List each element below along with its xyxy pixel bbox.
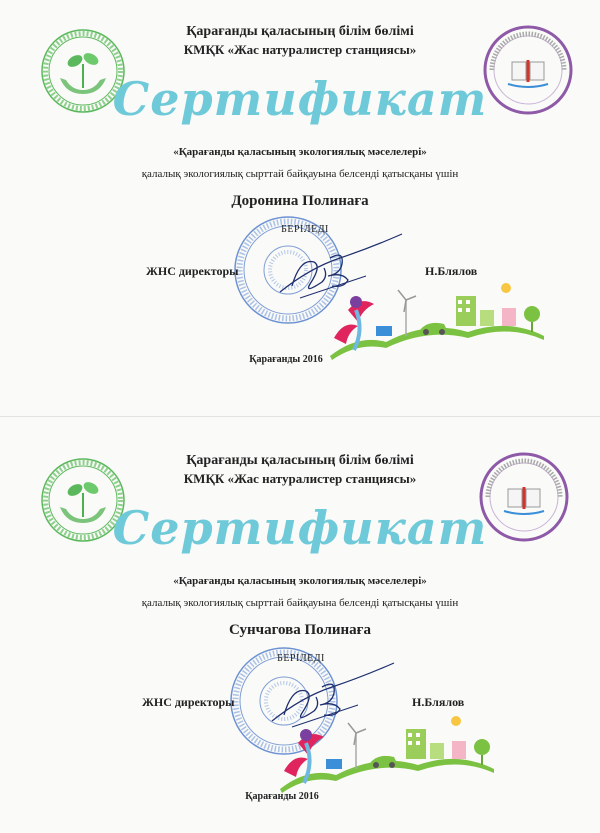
eco-illustration <box>268 713 500 795</box>
header-department: Қарағанды қаласының білім бөлімі <box>186 24 414 39</box>
certificate-title: Сертификат <box>112 501 488 555</box>
contest-description: қалалық экологиялық сырттай байқауына белсенді қатысқаны үшін <box>141 168 459 180</box>
city-year: Қарағанды 2016 <box>245 791 319 802</box>
awarded-label: БЕРІЛЕДІ <box>277 653 325 664</box>
director-name: Н.Блялов <box>425 264 478 278</box>
certificate-1 <box>0 0 600 416</box>
certificate-2 <box>0 416 600 833</box>
director-label: ЖНС директоры <box>146 264 239 278</box>
city-year: Қарағанды 2016 <box>249 354 323 365</box>
awarded-label: БЕРІЛЕДІ <box>281 224 329 235</box>
contest-description: қалалық экологиялық сырттай байқауына белсенді қатысқаны үшін <box>141 597 459 609</box>
header-station: КМҚК «Жас натуралистер станциясы» <box>183 42 417 57</box>
contest-topic: «Қарағанды қаласының экологиялық мәселелері» <box>173 575 427 587</box>
director-label: ЖНС директоры <box>142 695 235 709</box>
eco-illustration <box>318 280 550 362</box>
contest-topic: «Қарағанды қаласының экологиялық мәселелері» <box>173 146 427 158</box>
certificate-title: Сертификат <box>112 72 488 126</box>
header-department: Қарағанды қаласының білім бөлімі <box>186 453 414 468</box>
recipient-name: Доронина Полинаға <box>231 193 369 209</box>
director-name: Н.Блялов <box>412 695 465 709</box>
header-station: КМҚК «Жас натуралистер станциясы» <box>183 471 417 486</box>
recipient-name: Сунчагова Полинаға <box>229 622 371 638</box>
